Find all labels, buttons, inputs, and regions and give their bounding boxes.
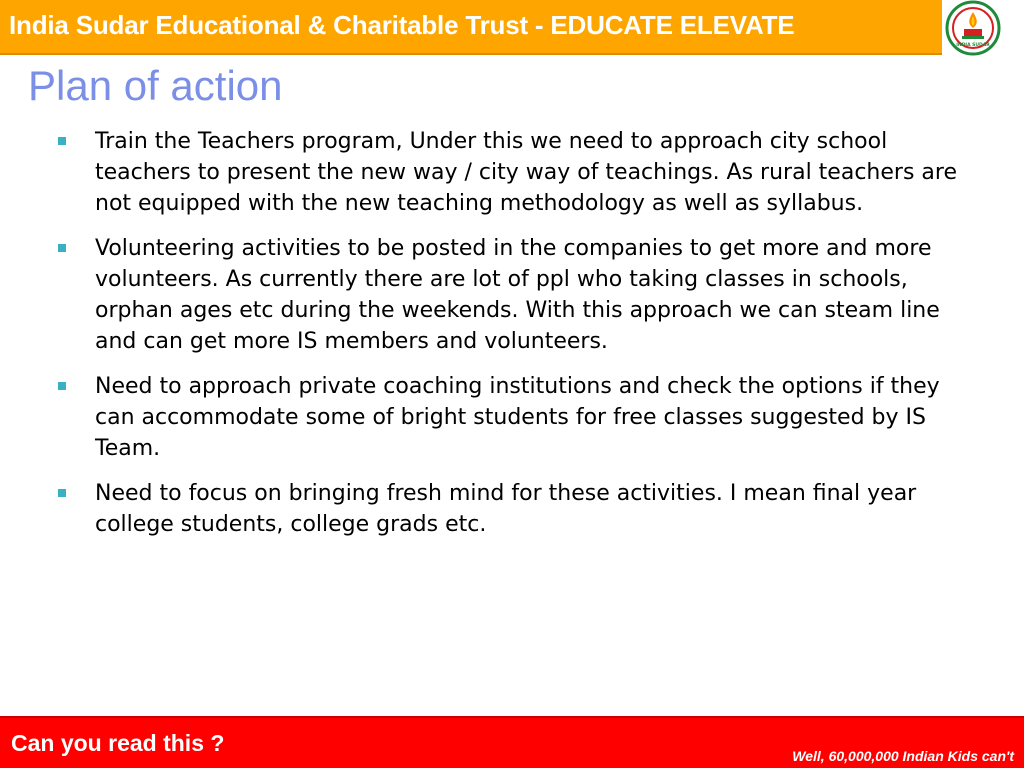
bullet-item	[55, 233, 985, 357]
square-bullet-icon	[58, 489, 66, 497]
bullet-item	[55, 371, 985, 464]
footer-tagline: Well, 60,000,000 Indian Kids can't	[792, 748, 1014, 764]
bullet-text: Need to approach private coaching institutions and check the options if they can accommodate some of bright students for free classes suggested by IS Team.	[95, 374, 940, 461]
logo-text: INDIA SUDAR	[956, 43, 990, 48]
footer-question: Can you read this ?	[11, 730, 225, 756]
bullet-item	[55, 126, 985, 219]
india-sudar-logo-icon	[945, 0, 1001, 56]
header-bar	[0, 0, 942, 55]
bullet-text: Volunteering activities to be posted in the companies to get more and more volunteers. As currently there are lot of ppl who taking classes in schools, orphan ages etc during the weekends. With this approach we can steam line and can get more IS members and volunteers.	[95, 236, 940, 354]
bullet-item	[55, 478, 985, 540]
square-bullet-icon	[58, 244, 66, 252]
bullet-text: Need to focus on bringing fresh mind for these activities. I mean final year college students, college grads etc.	[95, 481, 917, 537]
square-bullet-icon	[58, 382, 66, 390]
header-title: India Sudar Educational & Charitable Trust - EDUCATE ELEVATE	[9, 10, 795, 40]
slide-title: Plan of action	[28, 62, 283, 109]
bullet-text: Train the Teachers program, Under this we need to approach city school teachers to present the new way / city way of teachings. As rural teachers are not equipped with the new teaching methodology as well as syllabus.	[95, 129, 957, 216]
square-bullet-icon	[58, 137, 66, 145]
footer-bar	[0, 716, 1024, 768]
bullet-list	[55, 126, 985, 554]
logo	[942, 0, 1024, 57]
